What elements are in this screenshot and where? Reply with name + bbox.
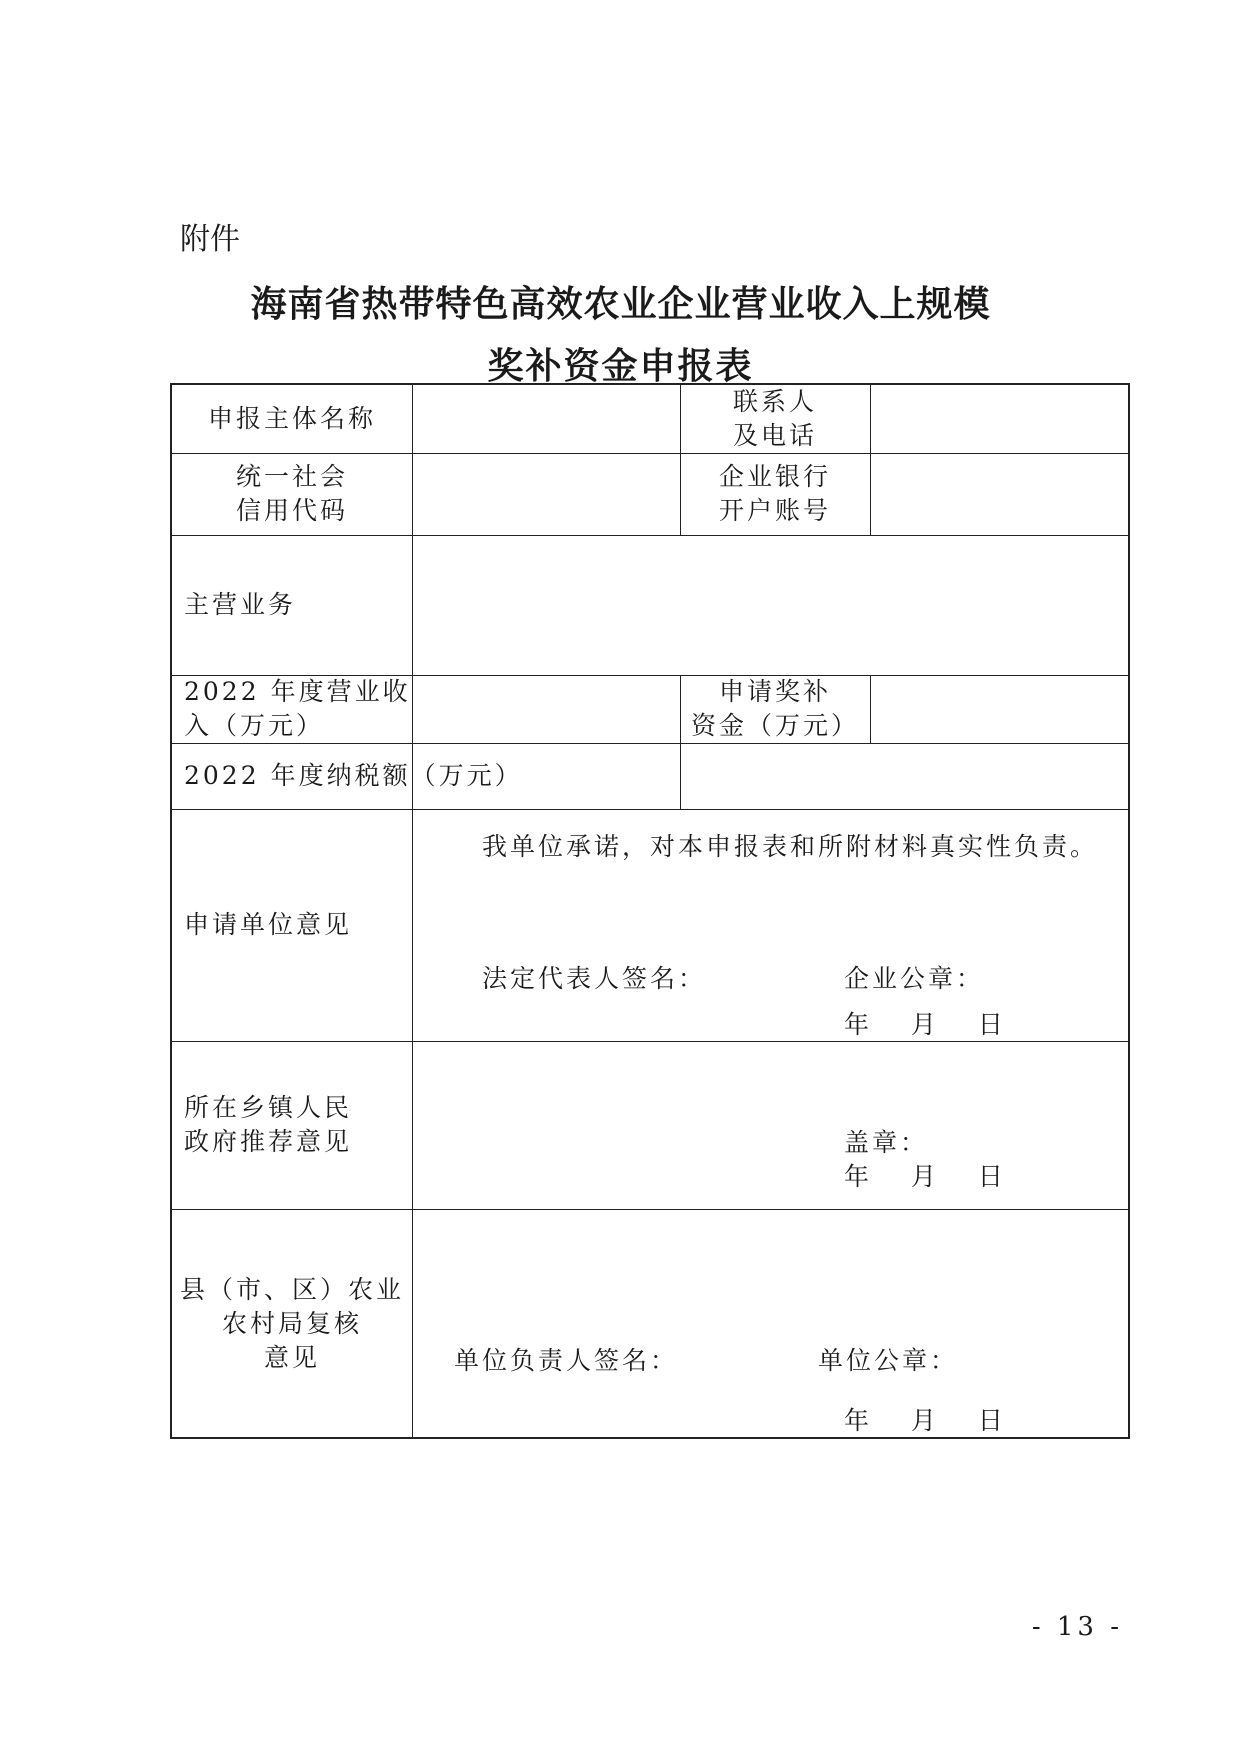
contact-field[interactable] <box>870 385 1130 453</box>
township-opinion-label: 所在乡镇人民 政府推荐意见 <box>184 1093 353 1156</box>
credit-code-field[interactable] <box>412 453 680 535</box>
credit-code-label: 统一社会 信用代码 <box>235 462 348 525</box>
applicant-name-label: 申报主体名称 <box>207 404 376 433</box>
commitment-text: 我单位承诺，对本申报表和所附材料真实性负责。 <box>482 832 1099 861</box>
tax-field[interactable] <box>680 743 1130 809</box>
main-business-field[interactable] <box>412 535 1130 675</box>
subsidy-field[interactable] <box>870 675 1130 743</box>
applicant-name-field[interactable] <box>412 385 680 453</box>
county-opinion-label: 县（市、区）农业 农村局复核 意见 <box>179 1275 404 1372</box>
title-line-2: 奖补资金申报表 <box>487 345 754 387</box>
page-number: - 13 - <box>1031 1612 1123 1642</box>
applicant-opinion-label: 申请单位意见 <box>184 910 353 939</box>
applicant-date-label: 年 月 日 <box>844 1010 1006 1039</box>
revenue-field[interactable] <box>412 675 680 743</box>
tax-label: 2022 年度纳税额（万元） <box>184 761 523 790</box>
unit-head-sign-label: 单位负责人签名： <box>454 1346 679 1375</box>
enterprise-seal-label: 企业公章： <box>844 964 985 993</box>
contact-label: 联系人 及电话 <box>732 387 817 450</box>
attachment-label: 附件 <box>180 222 240 257</box>
township-seal-label: 盖章： <box>844 1128 929 1157</box>
county-date-label: 年 月 日 <box>844 1406 1006 1435</box>
application-form-table <box>170 383 1130 1439</box>
legal-rep-sign-label: 法定代表人签名： <box>482 964 707 993</box>
subsidy-label: 申请奖补 资金（万元） <box>690 677 859 740</box>
title-line-1: 海南省热带特色高效农业企业营业收入上规模 <box>250 283 991 325</box>
bank-account-field[interactable] <box>870 453 1130 535</box>
bank-account-label: 企业银行 开户账号 <box>718 462 831 525</box>
main-business-label: 主营业务 <box>184 590 297 619</box>
unit-seal-label: 单位公章： <box>818 1346 959 1375</box>
revenue-label: 2022 年度营业收 入（万元） <box>184 677 411 740</box>
township-date-label: 年 月 日 <box>844 1162 1006 1191</box>
